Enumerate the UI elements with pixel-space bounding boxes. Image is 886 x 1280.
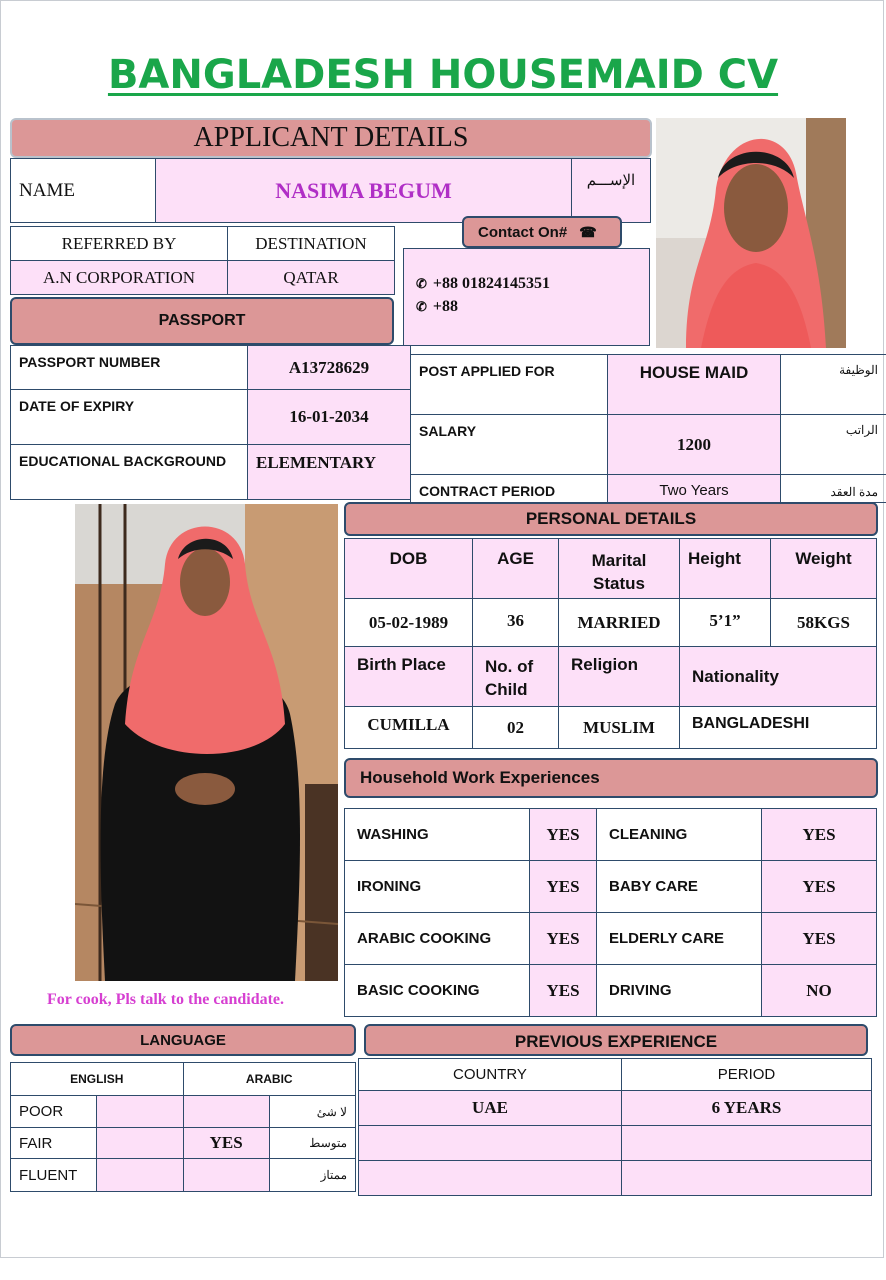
arabic-cooking-value: YES <box>530 913 597 965</box>
age-value: 36 <box>473 599 559 647</box>
previous-country-2 <box>359 1126 622 1161</box>
language-header: LANGUAGE <box>10 1024 356 1056</box>
personal-details-header: PERSONAL DETAILS <box>344 502 878 536</box>
cleaning-label: CLEANING <box>597 809 762 861</box>
name-arabic: الإســـم <box>572 159 651 223</box>
driving-label: DRIVING <box>597 965 762 1017</box>
arabic-cooking-label: ARABIC COOKING <box>345 913 530 965</box>
birth-place-value: CUMILLA <box>345 707 473 749</box>
contract-period-value: Two Years <box>608 475 781 503</box>
previous-period-1: 6 YEARS <box>622 1091 872 1126</box>
phone-icon: ✆ <box>416 276 427 291</box>
previous-period-3 <box>622 1161 872 1196</box>
baby-care-label: BABY CARE <box>597 861 762 913</box>
contact-label: Contact On# <box>478 223 568 241</box>
elderly-care-label: ELDERLY CARE <box>597 913 762 965</box>
salary-label: SALARY <box>411 415 608 475</box>
contract-period-label: CONTRACT PERIOD <box>411 475 608 503</box>
contract-period-arabic: مدة العقد <box>781 475 886 503</box>
previous-country-1: UAE <box>359 1091 622 1126</box>
destination-label: DESTINATION <box>228 227 395 261</box>
arabic-fluent-value <box>183 1159 269 1192</box>
arabic-poor-value <box>183 1096 269 1128</box>
language-level-poor: POOR <box>11 1096 97 1128</box>
baby-care-value: YES <box>762 861 877 913</box>
name-label: NAME <box>11 159 156 223</box>
referred-by-label: REFERRED BY <box>11 227 228 261</box>
religion-header: Religion <box>559 647 680 707</box>
passport-header: PASSPORT <box>10 297 394 345</box>
previous-country-3 <box>359 1161 622 1196</box>
cleaning-value: YES <box>762 809 877 861</box>
children-header: No. of Child <box>473 647 559 707</box>
arabic-fair-label: متوسط <box>269 1128 355 1159</box>
destination-value: QATAR <box>228 261 395 295</box>
marital-status-value: MARRIED <box>559 599 680 647</box>
marital-status-header: Marital Status <box>559 539 680 599</box>
language-table <box>10 1062 356 1192</box>
elderly-care-value: YES <box>762 913 877 965</box>
salary-value: 1200 <box>608 415 781 475</box>
passport-number-label: PASSPORT NUMBER <box>11 346 248 390</box>
date-of-expiry-value: 16-01-2034 <box>248 390 411 445</box>
post-applied-label: POST APPLIED FOR <box>411 355 608 415</box>
applicant-details-header: APPLICANT DETAILS <box>10 118 652 158</box>
passport-number-value: A13728629 <box>248 346 411 390</box>
referred-by-value: A.N CORPORATION <box>11 261 228 295</box>
nationality-header: Nationality <box>680 647 877 707</box>
country-header: COUNTRY <box>359 1059 622 1091</box>
basic-cooking-value: YES <box>530 965 597 1017</box>
name-value: NASIMA BEGUM <box>156 159 572 223</box>
phone-number-1: +88 01824145351 <box>432 275 551 292</box>
religion-value: MUSLIM <box>559 707 680 749</box>
ironing-value: YES <box>530 861 597 913</box>
washing-value: YES <box>530 809 597 861</box>
contact-box <box>403 248 650 346</box>
date-of-expiry-label: DATE OF EXPIRY <box>11 390 248 445</box>
salary-arabic: الراتب <box>781 415 886 475</box>
job-table <box>410 354 886 503</box>
household-header: Household Work Experiences <box>344 758 878 798</box>
period-header: PERIOD <box>622 1059 872 1091</box>
previous-period-2 <box>622 1126 872 1161</box>
previous-experience-table <box>358 1058 872 1196</box>
birth-place-header: Birth Place <box>345 647 473 707</box>
language-level-fair: FAIR <box>11 1128 97 1159</box>
dob-value: 05-02-1989 <box>345 599 473 647</box>
language-level-header: ENGLISH <box>11 1063 184 1096</box>
previous-experience-header: PREVIOUS EXPERIENCE <box>364 1024 868 1056</box>
language-arabic-header: ARABIC <box>183 1063 356 1096</box>
phone-number-2: +88 <box>432 298 459 315</box>
weight-value: 58KGS <box>771 599 877 647</box>
height-header: Height <box>680 539 771 599</box>
cook-note: For cook, Pls talk to the candidate. <box>47 991 285 1008</box>
height-value: 5’1” <box>680 599 771 647</box>
phone-icon: ✆ <box>416 299 427 314</box>
driving-value: NO <box>762 965 877 1017</box>
children-value: 02 <box>473 707 559 749</box>
english-fair-value <box>97 1128 183 1159</box>
arabic-poor-label: لا شئ <box>269 1096 355 1128</box>
arabic-fluent-label: ممتاز <box>269 1159 355 1192</box>
post-applied-arabic: الوظيفة <box>781 355 886 415</box>
name-table <box>10 158 651 223</box>
contact-header <box>462 216 622 248</box>
applicant-photo-full <box>75 504 338 981</box>
basic-cooking-label: BASIC COOKING <box>345 965 530 1017</box>
weight-header: Weight <box>771 539 877 599</box>
english-poor-value <box>97 1096 183 1128</box>
referral-table <box>10 226 395 295</box>
personal-table <box>344 538 877 749</box>
ironing-label: IRONING <box>345 861 530 913</box>
washing-label: WASHING <box>345 809 530 861</box>
education-value: ELEMENTARY <box>248 445 411 500</box>
education-label: EDUCATIONAL BACKGROUND <box>11 445 248 500</box>
passport-table <box>10 345 411 500</box>
page-title: BANGLADESH HOUSEMAID CV <box>107 52 779 98</box>
applicant-photo-portrait <box>656 118 846 348</box>
age-header: AGE <box>473 539 559 599</box>
household-table <box>344 808 877 1017</box>
arabic-fair-value: YES <box>183 1128 269 1159</box>
language-level-fluent: FLUENT <box>11 1159 97 1192</box>
phone-icon: ☎ <box>579 223 597 240</box>
post-applied-value: HOUSE MAID <box>608 355 781 415</box>
nationality-value: BANGLADESHI <box>680 707 877 749</box>
english-fluent-value <box>97 1159 183 1192</box>
dob-header: DOB <box>345 539 473 599</box>
